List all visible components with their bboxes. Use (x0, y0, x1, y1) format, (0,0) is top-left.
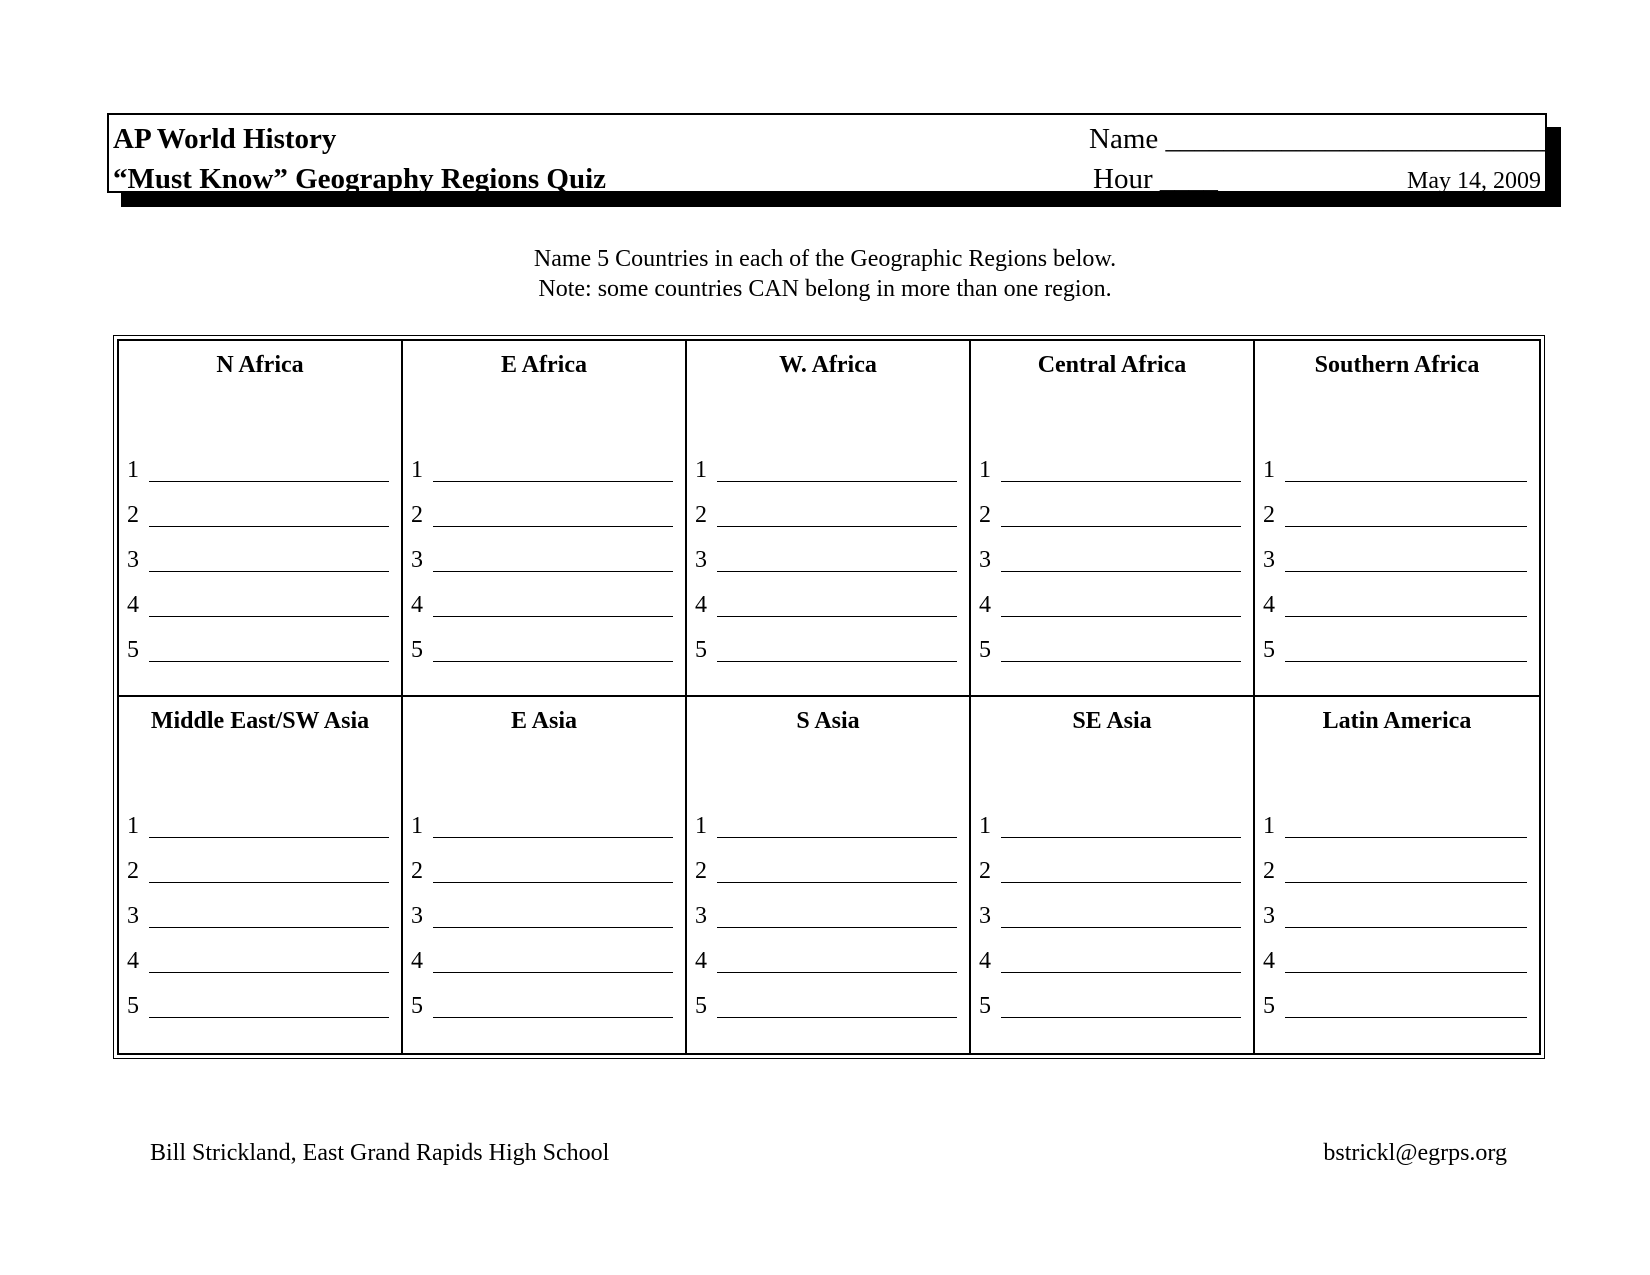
answer-row (979, 838, 1241, 883)
quiz-header (107, 113, 1557, 195)
instructions (0, 244, 1650, 304)
answer-row (411, 838, 673, 883)
answer-number: 4 (1263, 592, 1275, 618)
footer-email[interactable]: bstrickl@egrps.org (1323, 1140, 1507, 1166)
answer-lines (695, 793, 957, 1018)
region-title: W. Africa (779, 352, 877, 378)
answer-number: 2 (127, 858, 139, 884)
region-title: SE Asia (1072, 708, 1152, 734)
answer-row (1263, 482, 1527, 527)
answer-row (1263, 883, 1527, 928)
answer-number: 3 (695, 547, 707, 573)
answer-blank[interactable] (149, 952, 389, 973)
instructions-line-2: Note: some countries CAN belong in more than one region. (538, 276, 1112, 302)
answer-row (127, 793, 389, 838)
answer-number: 2 (695, 502, 707, 528)
answer-row (979, 617, 1241, 662)
answer-blank[interactable] (1285, 596, 1527, 617)
answer-blank[interactable] (1001, 596, 1241, 617)
answer-row (411, 572, 673, 617)
answer-number: 1 (411, 813, 423, 839)
answer-number: 4 (411, 592, 423, 618)
answer-blank[interactable] (433, 506, 673, 527)
region-cell (687, 697, 971, 1053)
course-title: AP World History (113, 123, 337, 155)
region-title: S Asia (796, 708, 860, 734)
answer-row (127, 928, 389, 973)
answer-blank[interactable] (717, 907, 957, 928)
answer-number: 5 (695, 637, 707, 663)
region-cell (119, 341, 403, 697)
regions-grid (113, 335, 1545, 1059)
answer-number: 1 (979, 813, 991, 839)
region-cell (403, 697, 687, 1053)
answer-number: 2 (1263, 858, 1275, 884)
answer-blank[interactable] (1001, 506, 1241, 527)
answer-number: 5 (695, 993, 707, 1019)
answer-row (411, 482, 673, 527)
regions-grid-inner (117, 339, 1541, 1055)
answer-blank[interactable] (149, 641, 389, 662)
answer-row (979, 928, 1241, 973)
answer-number: 3 (979, 547, 991, 573)
answer-blank[interactable] (717, 506, 957, 527)
answer-row (979, 437, 1241, 482)
answer-number: 3 (127, 547, 139, 573)
footer-author: Bill Strickland, East Grand Rapids High School (150, 1140, 610, 1166)
region-cell (403, 341, 687, 697)
answer-blank[interactable] (149, 862, 389, 883)
answer-number: 3 (127, 903, 139, 929)
answer-row (979, 793, 1241, 838)
answer-number: 5 (1263, 637, 1275, 663)
answer-blank[interactable] (1285, 952, 1527, 973)
answer-row (411, 883, 673, 928)
answer-lines (127, 793, 389, 1018)
answer-row (695, 527, 957, 572)
answer-blank[interactable] (1285, 862, 1527, 883)
answer-blank[interactable] (717, 461, 957, 482)
answer-row (1263, 793, 1527, 838)
answer-lines (979, 793, 1241, 1018)
answer-row (411, 973, 673, 1018)
region-title: Southern Africa (1314, 352, 1480, 378)
answer-number: 1 (1263, 813, 1275, 839)
answer-blank[interactable] (433, 551, 673, 572)
answer-row (695, 572, 957, 617)
answer-row (1263, 572, 1527, 617)
answer-row (695, 928, 957, 973)
answer-number: 1 (411, 457, 423, 483)
answer-number: 1 (127, 457, 139, 483)
answer-blank[interactable] (1001, 862, 1241, 883)
answer-row (127, 883, 389, 928)
answer-row (411, 437, 673, 482)
answer-number: 2 (411, 502, 423, 528)
answer-blank[interactable] (433, 641, 673, 662)
answer-number: 4 (1263, 948, 1275, 974)
answer-row (127, 617, 389, 662)
answer-blank[interactable] (149, 596, 389, 617)
answer-blank[interactable] (717, 862, 957, 883)
answer-number: 5 (127, 993, 139, 1019)
answer-number: 5 (411, 637, 423, 663)
answer-number: 2 (1263, 502, 1275, 528)
answer-blank[interactable] (717, 551, 957, 572)
region-title: Middle East/SW Asia (150, 708, 370, 734)
quiz-date: May 14, 2009 (1407, 168, 1541, 194)
answer-row (411, 793, 673, 838)
answer-blank[interactable] (433, 952, 673, 973)
answer-blank[interactable] (1001, 817, 1241, 838)
answer-blank[interactable] (433, 817, 673, 838)
region-cell (119, 697, 403, 1053)
answer-number: 4 (411, 948, 423, 974)
answer-blank[interactable] (1001, 907, 1241, 928)
answer-number: 5 (127, 637, 139, 663)
answer-blank[interactable] (1001, 952, 1241, 973)
answer-blank[interactable] (1001, 997, 1241, 1018)
answer-row (979, 572, 1241, 617)
answer-blank[interactable] (433, 907, 673, 928)
answer-number: 5 (979, 637, 991, 663)
answer-row (1263, 617, 1527, 662)
answer-lines (411, 437, 673, 662)
answer-number: 3 (1263, 547, 1275, 573)
instructions-line-1: Name 5 Countries in each of the Geographic Regions below. (533, 246, 1117, 272)
answer-number: 4 (127, 592, 139, 618)
region-cell (1255, 697, 1539, 1053)
answer-row (127, 838, 389, 883)
answer-number: 5 (411, 993, 423, 1019)
answer-blank[interactable] (149, 461, 389, 482)
answer-row (127, 527, 389, 572)
answer-lines (127, 437, 389, 662)
answer-number: 3 (411, 547, 423, 573)
answer-number: 1 (979, 457, 991, 483)
answer-blank[interactable] (1285, 461, 1527, 482)
answer-row (979, 527, 1241, 572)
answer-blank[interactable] (1001, 551, 1241, 572)
answer-blank[interactable] (433, 997, 673, 1018)
answer-row (1263, 437, 1527, 482)
answer-row (979, 482, 1241, 527)
answer-row (695, 973, 957, 1018)
answer-blank[interactable] (1001, 641, 1241, 662)
answer-row (695, 883, 957, 928)
answer-number: 4 (979, 592, 991, 618)
region-title: Central Africa (1037, 352, 1187, 378)
answer-number: 3 (979, 903, 991, 929)
answer-lines (1263, 437, 1527, 662)
answer-number: 1 (1263, 457, 1275, 483)
region-title: E Asia (510, 708, 578, 734)
answer-number: 2 (979, 858, 991, 884)
answer-blank[interactable] (717, 997, 957, 1018)
answer-row (979, 883, 1241, 928)
answer-number: 4 (695, 592, 707, 618)
answer-number: 3 (1263, 903, 1275, 929)
answer-number: 3 (411, 903, 423, 929)
answer-row (695, 437, 957, 482)
answer-row (979, 973, 1241, 1018)
answer-blank[interactable] (149, 506, 389, 527)
name-field[interactable]: Name ___________________________ (1089, 123, 1557, 155)
answer-number: 4 (127, 948, 139, 974)
answer-row (127, 572, 389, 617)
answer-blank[interactable] (149, 551, 389, 572)
answer-lines (411, 793, 673, 1018)
answer-number: 2 (411, 858, 423, 884)
answer-blank[interactable] (1001, 461, 1241, 482)
answer-blank[interactable] (1285, 907, 1527, 928)
hour-field[interactable]: Hour ____ (1093, 163, 1218, 195)
answer-row (695, 482, 957, 527)
answer-number: 5 (979, 993, 991, 1019)
answer-row (127, 973, 389, 1018)
answer-row (695, 838, 957, 883)
region-title: N Africa (216, 352, 304, 378)
answer-number: 1 (127, 813, 139, 839)
answer-row (411, 928, 673, 973)
region-title: Latin America (1322, 708, 1472, 734)
answer-blank[interactable] (149, 997, 389, 1018)
answer-blank[interactable] (433, 461, 673, 482)
answer-blank[interactable] (717, 641, 957, 662)
answer-number: 1 (695, 813, 707, 839)
answer-row (1263, 973, 1527, 1018)
answer-blank[interactable] (717, 817, 957, 838)
answer-blank[interactable] (149, 907, 389, 928)
answer-blank[interactable] (1285, 997, 1527, 1018)
answer-blank[interactable] (1285, 641, 1527, 662)
quiz-title: “Must Know” Geography Regions Quiz (113, 163, 607, 195)
answer-row (695, 617, 957, 662)
answer-number: 3 (695, 903, 707, 929)
answer-number: 2 (695, 858, 707, 884)
answer-blank[interactable] (1285, 506, 1527, 527)
region-cell (1255, 341, 1539, 697)
answer-row (695, 793, 957, 838)
answer-blank[interactable] (1285, 817, 1527, 838)
answer-row (1263, 527, 1527, 572)
answer-blank[interactable] (149, 817, 389, 838)
region-cell (687, 341, 971, 697)
answer-number: 5 (1263, 993, 1275, 1019)
answer-row (127, 482, 389, 527)
answer-blank[interactable] (433, 596, 673, 617)
answer-lines (695, 437, 957, 662)
answer-row (1263, 928, 1527, 973)
answer-lines (979, 437, 1241, 662)
answer-number: 4 (695, 948, 707, 974)
answer-lines (1263, 793, 1527, 1018)
answer-number: 4 (979, 948, 991, 974)
region-cell (971, 697, 1255, 1053)
answer-blank[interactable] (433, 862, 673, 883)
answer-row (127, 437, 389, 482)
answer-blank[interactable] (717, 596, 957, 617)
answer-number: 1 (695, 457, 707, 483)
answer-number: 2 (127, 502, 139, 528)
answer-blank[interactable] (1285, 551, 1527, 572)
region-title: E Africa (501, 352, 587, 378)
answer-row (411, 527, 673, 572)
answer-number: 2 (979, 502, 991, 528)
answer-row (411, 617, 673, 662)
answer-blank[interactable] (717, 952, 957, 973)
region-cell (971, 341, 1255, 697)
answer-row (1263, 838, 1527, 883)
